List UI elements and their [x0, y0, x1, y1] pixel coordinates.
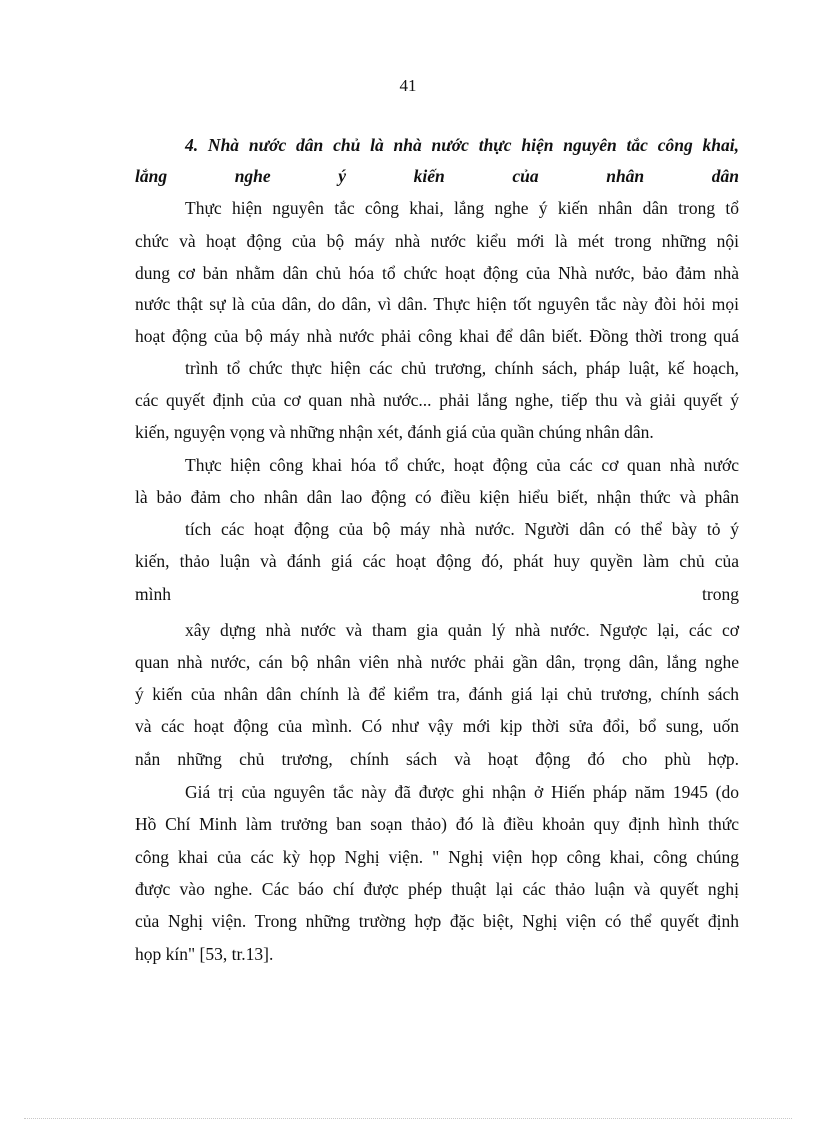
body-line: các quyết định của cơ quan nhà nước... phải lắng nghe, tiếp thu và giải quyết ý — [135, 390, 739, 410]
body-line: họp kín" [53, tr.13]. — [135, 944, 274, 964]
page-bottom-divider — [24, 1118, 792, 1119]
body-line: quan nhà nước, cán bộ nhân viên nhà nước phải gần dân, trọng dân, lắng nghe — [135, 652, 739, 672]
body-line: mình trong — [135, 584, 739, 604]
page-number: 41 — [399, 76, 417, 95]
body-line: kiến, thảo luận và đánh giá các hoạt động đó, phát huy quyền làm chủ của — [135, 551, 739, 571]
section-heading-line-1: 4. Nhà nước dân chủ là nhà nước thực hiện nguyên tắc công khai, — [185, 135, 739, 155]
section-heading-line-2: lắng nghe ý kiến của nhân dân — [135, 166, 739, 186]
body-line: kiến, nguyện vọng và những nhận xét, đánh giá của quần chúng nhân dân. — [135, 422, 654, 442]
body-line: được vào nghe. Các báo chí được phép thuật lại các thảo luận và quyết nghị — [135, 879, 739, 899]
body-line: xây dựng nhà nước và tham gia quản lý nhà nước. Ngược lại, các cơ — [185, 620, 739, 640]
body-line: và các hoạt động của mình. Có như vậy mới kịp thời sửa đổi, bổ sung, uốn — [135, 716, 739, 736]
body-line: nắn những chủ trương, chính sách và hoạt động đó cho phù hợp. — [135, 749, 739, 769]
body-line: Hồ Chí Minh làm trưởng ban soạn thảo) đó là điều khoản quy định hình thức — [135, 814, 739, 834]
body-line: trình tổ chức thực hiện các chủ trương, chính sách, pháp luật, kế hoạch, — [185, 358, 739, 378]
body-line: công khai của các kỳ họp Nghị viện. " Nghị viện họp công khai, công chúng — [135, 847, 739, 867]
body-line: của Nghị viện. Trong những trường hợp đặc biệt, Nghị viện có thể quyết định — [135, 911, 739, 931]
body-line: hoạt động của bộ máy nhà nước phải công khai để dân biết. Đồng thời trong quá — [135, 326, 739, 346]
body-line: tích các hoạt động của bộ máy nhà nước. Người dân có thể bày tỏ ý — [185, 519, 739, 539]
body-line: nước thật sự là của dân, do dân, vì dân. Thực hiện tốt nguyên tắc này đòi hỏi mọi — [135, 294, 739, 314]
body-line: dung cơ bản nhằm dân chủ hóa tổ chức hoạt động của Nhà nước, bảo đảm nhà — [135, 263, 739, 283]
body-line: chức và hoạt động của bộ máy nhà nước kiểu mới là mét trong những nội — [135, 231, 739, 251]
body-line: Giá trị của nguyên tắc này đã được ghi nhận ở Hiến pháp năm 1945 (do — [185, 782, 739, 802]
body-line: Thực hiện nguyên tắc công khai, lắng nghe ý kiến nhân dân trong tổ — [185, 198, 739, 218]
body-line: ý kiến của nhân dân chính là để kiểm tra, đánh giá lại chủ trương, chính sách — [135, 684, 739, 704]
body-line: Thực hiện công khai hóa tổ chức, hoạt động của các cơ quan nhà nước — [185, 455, 739, 475]
body-line: là bảo đảm cho nhân dân lao động có điều kiện hiểu biết, nhận thức và phân — [135, 487, 739, 507]
